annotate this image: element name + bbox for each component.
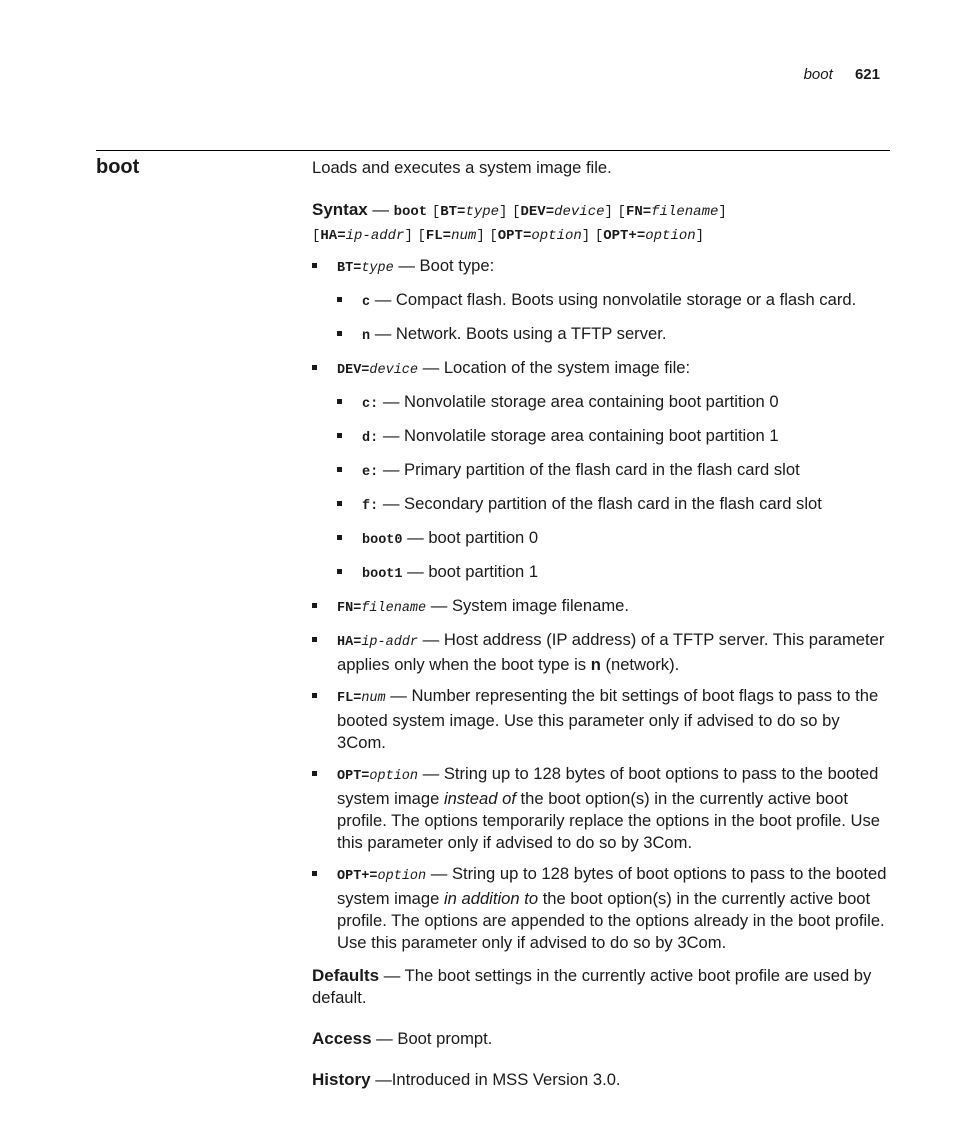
option-item: d: — Nonvolatile storage area containing boot partition 1: [337, 425, 892, 450]
bullet-icon: [312, 603, 317, 608]
section-divider: [96, 150, 890, 151]
running-header: [804, 66, 880, 83]
option-item: boot1 — boot partition 1: [337, 561, 892, 586]
bullet-icon: [312, 263, 317, 268]
bullet-icon: [337, 569, 342, 574]
param-bt: BT=type — Boot type: c — Compact flash. Boots using nonvolatile storage or a flash card. n — Network. Boots using a TFTP server.: [312, 255, 892, 348]
bullet-icon: [312, 637, 317, 642]
bullet-icon: [337, 535, 342, 540]
bullet-icon: [312, 693, 317, 698]
defaults-section: Defaults — The boot settings in the currently active boot profile are used by default.: [312, 966, 872, 1007]
syntax-command: boot: [393, 204, 428, 220]
history-section: History —Introduced in MSS Version 3.0.: [312, 1070, 621, 1089]
command-heading: boot: [96, 156, 140, 178]
option-item: f: — Secondary partition of the flash card in the flash card slot: [337, 493, 892, 518]
param-dev: DEV=device — Location of the system image file: c: — Nonvolatile storage area containing boot partition 0 d: — Nonvolatile storage area containing boot partition 1 e: — Primary partition of the flash card in the flash card slot f: — Secondary partition of the flash card in the flash card slot boot0 — boot partition 0 boot1 — boot partition 1: [312, 357, 892, 586]
bullet-icon: [312, 771, 317, 776]
syntax-block: Syntax — boot [BT=type] [DEV=device] [FN=filename] [HA=ip-addr] [FL=num] [OPT=option] [OPT+=option]: [312, 200, 727, 244]
command-description: Loads and executes a system image file.: [312, 158, 612, 177]
param-opt: OPT=option — String up to 128 bytes of boot options to pass to the booted system image instead of the boot option(s) in the currently active boot profile. The options temporarily replace the options in the boot profile. Use this parameter only if advised to do so by 3Com.: [312, 763, 892, 854]
page-number: 621: [854, 66, 880, 83]
param-optplus: OPT+=option — String up to 128 bytes of boot options to pass to the booted system image in addition to the boot option(s) in the currently active boot profile. The options are appended to the options already in the boot profile. Use this parameter only if advised to do so by 3Com.: [312, 863, 892, 954]
param-fl: FL=num — Number representing the bit settings of boot flags to pass to the booted system image. Use this parameter only if advised to do so by 3Com.: [312, 685, 892, 754]
bullet-icon: [337, 331, 342, 336]
bullet-icon: [337, 297, 342, 302]
bullet-icon: [312, 871, 317, 876]
bullet-icon: [337, 399, 342, 404]
bt-options: [337, 289, 892, 348]
dev-options: [337, 391, 892, 586]
bullet-icon: [312, 365, 317, 370]
bullet-icon: [337, 433, 342, 438]
option-item: boot0 — boot partition 0: [337, 527, 892, 552]
param-fn: FN=filename — System image filename.: [312, 595, 892, 620]
option-item: e: — Primary partition of the flash card in the flash card slot: [337, 459, 892, 484]
option-item: n — Network. Boots using a TFTP server.: [337, 323, 892, 348]
param-ha: HA=ip-addr — Host address (IP address) of a TFTP server. This parameter applies only when the boot type is n (network).: [312, 629, 892, 676]
bullet-icon: [337, 467, 342, 472]
bullet-icon: [337, 501, 342, 506]
command-body: [312, 157, 892, 1091]
header-title: boot: [803, 66, 833, 83]
parameter-list: [312, 255, 892, 954]
access-section: Access — Boot prompt.: [312, 1029, 493, 1048]
syntax-label: Syntax: [312, 200, 368, 219]
option-item: c — Compact flash. Boots using nonvolatile storage or a flash card.: [337, 289, 892, 314]
option-item: c: — Nonvolatile storage area containing boot partition 0: [337, 391, 892, 416]
